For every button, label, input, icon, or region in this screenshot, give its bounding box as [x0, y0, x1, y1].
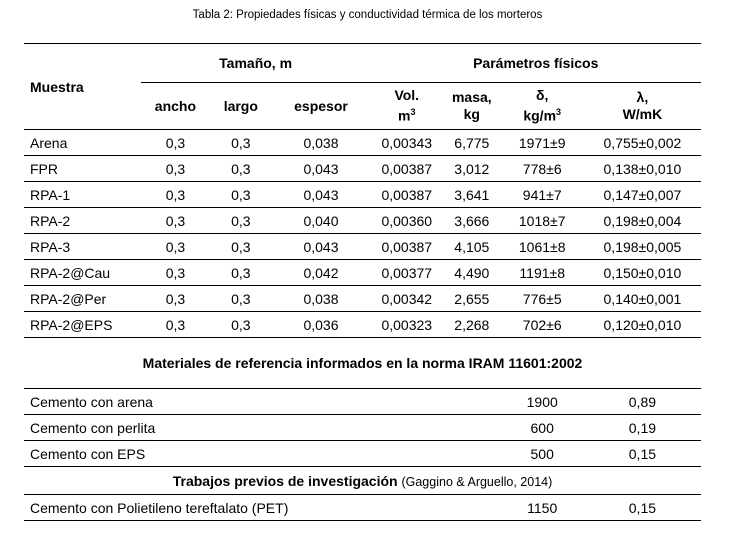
reference-section-row: [24, 338, 701, 389]
cell-espesor: 0,043: [272, 156, 371, 182]
table-row: [24, 156, 701, 182]
cell-material-name: Cemento con EPS: [24, 441, 443, 467]
header-largo: largo: [210, 83, 271, 130]
header-masa-label: masa,: [451, 89, 492, 105]
cell-vol: 0,00360: [371, 208, 444, 234]
reference-row: [24, 495, 701, 521]
cell-material-name: Cemento con Polietileno tereftalato (PET): [24, 495, 443, 521]
cell-largo: 0,3: [210, 130, 271, 156]
cell-masa: 3,012: [443, 156, 501, 182]
header-muestra: Muestra: [24, 44, 141, 130]
cell-masa: 4,105: [443, 234, 501, 260]
header-tamano: Tamaño, m: [141, 44, 371, 83]
header-vol-exp: 3: [410, 107, 416, 118]
cell-delta: 1061±8: [501, 234, 584, 260]
previous-citation: (Gaggino & Arguello, 2014): [401, 474, 553, 489]
header-espesor: espesor: [272, 83, 371, 130]
cell-masa: 3,641: [443, 182, 501, 208]
cell-espesor: 0,043: [272, 182, 371, 208]
cell-lambda: 0,89: [584, 389, 701, 415]
cell-ancho: 0,3: [141, 286, 210, 312]
cell-delta: 600: [501, 415, 584, 441]
table-row: [24, 312, 701, 338]
cell-vol: 0,00343: [371, 130, 444, 156]
cell-largo: 0,3: [210, 156, 271, 182]
header-masa: [443, 83, 501, 130]
cell-delta: 778±6: [501, 156, 584, 182]
cell-muestra: RPA-1: [24, 182, 141, 208]
header-row-1: [24, 44, 701, 83]
header-ancho: ancho: [141, 83, 210, 130]
reference-row: [24, 441, 701, 467]
cell-largo: 0,3: [210, 208, 271, 234]
table-caption: Tabla 2: Propiedades físicas y conductividad térmica de los morteros: [192, 9, 543, 21]
cell-espesor: 0,038: [272, 286, 371, 312]
cell-lambda: 0,15: [584, 495, 701, 521]
header-masa-unit: kg: [463, 106, 480, 122]
cell-material-name: Cemento con arena: [24, 389, 443, 415]
cell-masa: 2,655: [443, 286, 501, 312]
table-row: [24, 286, 701, 312]
cell-masa: 2,268: [443, 312, 501, 338]
cell-espesor: 0,043: [272, 234, 371, 260]
table-row: [24, 234, 701, 260]
cell-ancho: 0,3: [141, 208, 210, 234]
header-lambda-label: λ,: [636, 89, 649, 105]
previous-section-title: [24, 467, 701, 495]
cell-largo: 0,3: [210, 260, 271, 286]
cell-ancho: 0,3: [141, 156, 210, 182]
cell-ancho: 0,3: [141, 182, 210, 208]
table-row: [24, 130, 701, 156]
cell-lambda: 0,198±0,004: [584, 208, 701, 234]
cell-delta: 1900: [501, 389, 584, 415]
cell-delta: 1191±8: [501, 260, 584, 286]
cell-muestra: RPA-2: [24, 208, 141, 234]
header-lambda-unit: W/mK: [622, 106, 663, 122]
cell-lambda: 0,150±0,010: [584, 260, 701, 286]
cell-muestra: Arena: [24, 130, 141, 156]
cell-vol: 0,00387: [371, 234, 444, 260]
cell-vol: 0,00342: [371, 286, 444, 312]
cell-vol: 0,00387: [371, 182, 444, 208]
header-lambda: [584, 83, 701, 130]
cell-muestra: RPA-2@Per: [24, 286, 141, 312]
cell-material-name: Cemento con perlita: [24, 415, 443, 441]
cell-lambda: 0,138±0,010: [584, 156, 701, 182]
table-row: [24, 208, 701, 234]
cell-lambda: 0,140±0,001: [584, 286, 701, 312]
header-parametros: Parámetros físicos: [371, 44, 702, 83]
cell-espesor: 0,036: [272, 312, 371, 338]
cell-delta: 941±7: [501, 182, 584, 208]
reference-section-title: Materiales de referencia informados en la norma IRAM 11601:2002: [142, 355, 583, 371]
header-vol-label: Vol.: [394, 87, 420, 104]
cell-delta: 500: [501, 441, 584, 467]
cell-delta: 1018±7: [501, 208, 584, 234]
header-delta-label: δ,: [536, 87, 549, 104]
table-row: [24, 182, 701, 208]
cell-largo: 0,3: [210, 286, 271, 312]
properties-table: [24, 43, 701, 521]
cell-lambda: 0,120±0,010: [584, 312, 701, 338]
cell-empty: [443, 441, 501, 467]
cell-ancho: 0,3: [141, 234, 210, 260]
previous-section-row: [24, 467, 701, 495]
cell-largo: 0,3: [210, 182, 271, 208]
cell-vol: 0,00387: [371, 156, 444, 182]
cell-espesor: 0,042: [272, 260, 371, 286]
cell-vol: 0,00323: [371, 312, 444, 338]
cell-delta: 776±5: [501, 286, 584, 312]
cell-lambda: 0,15: [584, 441, 701, 467]
cell-lambda: 0,19: [584, 415, 701, 441]
cell-ancho: 0,3: [141, 312, 210, 338]
cell-delta: 1971±9: [501, 130, 584, 156]
cell-delta: 1150: [501, 495, 584, 521]
cell-delta: 702±6: [501, 312, 584, 338]
cell-masa: 4,490: [443, 260, 501, 286]
previous-title-text: Trabajos previos de investigación: [172, 472, 398, 489]
cell-empty: [443, 415, 501, 441]
cell-muestra: RPA-3: [24, 234, 141, 260]
cell-muestra: RPA-2@EPS: [24, 312, 141, 338]
cell-ancho: 0,3: [141, 130, 210, 156]
cell-muestra: RPA-2@Cau: [24, 260, 141, 286]
header-delta-unit: kg/m: [523, 107, 557, 124]
cell-empty: [443, 389, 501, 415]
cell-largo: 0,3: [210, 234, 271, 260]
cell-espesor: 0,038: [272, 130, 371, 156]
reference-row: [24, 415, 701, 441]
header-delta-exp: 3: [556, 107, 562, 118]
cell-masa: 6,775: [443, 130, 501, 156]
cell-muestra: FPR: [24, 156, 141, 182]
cell-lambda: 0,198±0,005: [584, 234, 701, 260]
header-delta: [501, 83, 584, 130]
cell-ancho: 0,3: [141, 260, 210, 286]
cell-lambda: 0,147±0,007: [584, 182, 701, 208]
cell-vol: 0,00377: [371, 260, 444, 286]
cell-espesor: 0,040: [272, 208, 371, 234]
cell-lambda: 0,755±0,002: [584, 130, 701, 156]
cell-largo: 0,3: [210, 312, 271, 338]
table-row: [24, 260, 701, 286]
header-vol: [371, 83, 444, 130]
header-vol-unit: m: [398, 107, 411, 124]
cell-empty: [443, 495, 501, 521]
reference-row: [24, 389, 701, 415]
cell-masa: 3,666: [443, 208, 501, 234]
